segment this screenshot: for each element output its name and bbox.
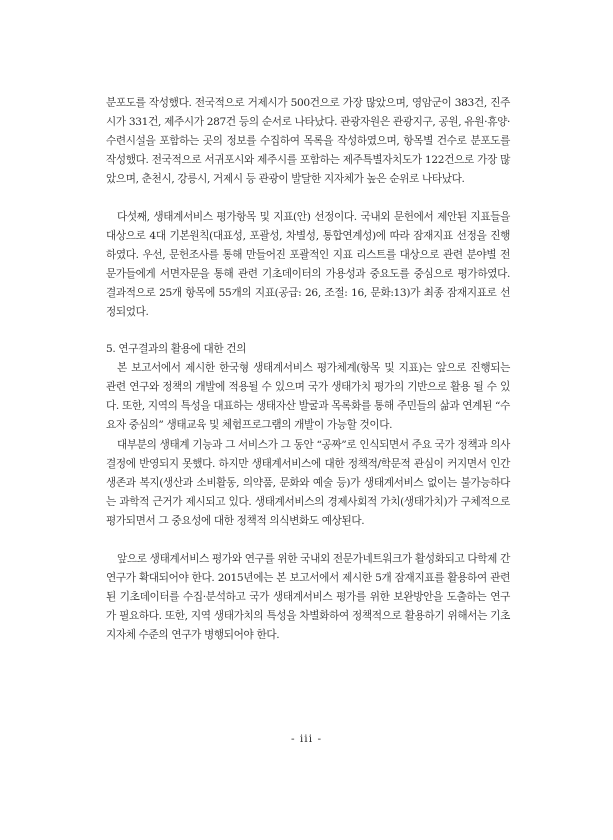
paragraph-distribution-maps: 분포도를 작성했다. 전국적으로 거제시가 500건으로 가장 많았으며, 영암군이 383건, 진주시가 331건, 제주시가 287건 등의 순서로 나타났다. 관광자원은 관광지구, 공원, 유원·휴양·수련시설을 포함하는 곳의 정보를 수집하여 목록을 작성하였으며, 항목별 건수로 분포도를 작성했다. 전국적으로 서귀포시와 제주시를 포함하는 제주특별자치도가 122건으로 가장 많았으며, 춘천시, 강릉시, 거제시 등 관광이 발달한 지자체가 높은 순위로 나타났다.	[106, 97, 510, 185]
paragraph-framework-use: 본 보고서에서 제시한 한국형 생태계서비스 평가체계(항목 및 지표)는 앞으로 진행되는 관련 연구와 정책의 개발에 적용될 수 있으며 국가 생태가치 평가의 기반으로 활용 될 수 있다. 또한, 지역의 특성을 대표하는 생태자산 발굴과 목록화를 통해 주민들의 삶과 연계된 “수요자 중심의” 생태교육 및 체험프로그램의 개발이 가능할 것이다.	[106, 362, 510, 431]
page-number: - iii -	[290, 733, 323, 745]
paragraph-future-research: 앞으로 생태계서비스 평가와 연구를 위한 국내외 전문가네트워크가 활성화되고 다학제 간 연구가 확대되어야 한다. 2015년에는 본 보고서에서 제시한 5개 잠재지표를 활용하여 관련된 기초데이터를 수집·분석하고 국가 생태계서비스 평가를 위한 보완방안을 도출하는 연구가 필요하다. 또한, 지역 생태가치의 특성을 차별화하여 정책적으로 활용하기 위해서는 기초지자체 수준의 연구가 병행되어야 한다.	[106, 553, 510, 641]
section-heading: 5. 연구결과의 활용에 대한 건의	[106, 343, 247, 355]
paragraph-ecosystem-value: 대부분의 생태계 기능과 그 서비스가 그 동안 “공짜”로 인식되면서 주요 국가 정책과 의사결정에 반영되지 못했다. 하지만 생태계서비스에 대한 정책적/학문적 관심이 커지면서 인간 생존과 복지(생산과 소비활동, 의약품, 문화와 예술 등)가 생태계서비스 없이는 불가능하다는 과학적 근거가 제시되고 있다. 생태계서비스의 경제사회적 가치(생태가치)가 구체적으로 평가되면서 그 중요성에 대한 정책적 의식변화도 예상된다.	[106, 439, 510, 527]
paragraph-indicator-selection: 다섯째, 생태계서비스 평가항목 및 지표(안) 선정이다. 국내외 문헌에서 제안된 지표들을 대상으로 4대 기본원칙(대표성, 포괄성, 차별성, 통합연계성)에 따라 잠재지표 선정을 진행하였다. 우선, 문헌조사를 통해 만들어진 포괄적인 지표 리스트를 대상으로 관련 분야별 전문가들에게 서면자문을 통해 관련 기초데이터의 가용성과 중요도를 중심으로 평가하였다. 결과적으로 25개 항목에 55개의 지표(공급: 26, 조절: 16, 문화:13)가 최종 잠재지표로 선정되었다.	[106, 211, 510, 318]
